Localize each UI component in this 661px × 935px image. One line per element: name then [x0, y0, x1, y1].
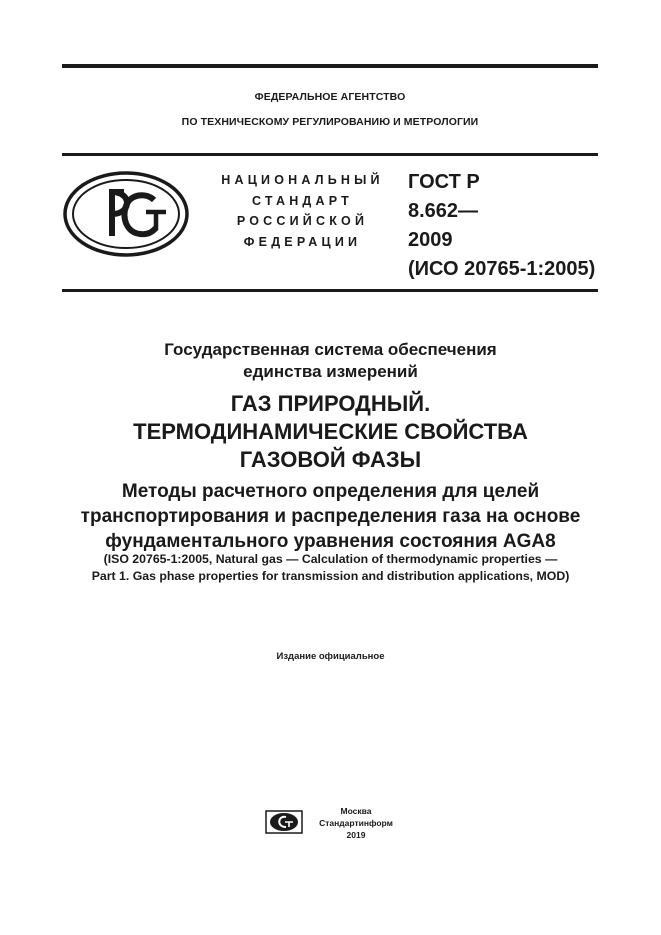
- agency-line-2: ПО ТЕХНИЧЕСКОМУ РЕГУЛИРОВАНИЮ И МЕТРОЛОГИИ: [181, 116, 479, 128]
- agency-line-1: ФЕДЕРАЛЬНОЕ АГЕНТСТВО: [254, 91, 406, 103]
- publisher-year: 2019: [346, 830, 366, 840]
- subtitle-line-1: Методы расчетного определения для целей: [121, 481, 540, 502]
- main-title-line-3: ГАЗОВОЙ ФАЗЫ: [239, 447, 422, 472]
- publisher-info: [300, 805, 412, 841]
- designation-line-3: 2009: [408, 229, 453, 251]
- series-title: [40, 339, 621, 383]
- standard-designation: [408, 168, 595, 284]
- subtitle-line-3: фундаментального уравнения состояния AGA8: [105, 531, 556, 552]
- title-rule: [62, 289, 598, 292]
- publisher-name: Стандартинформ: [319, 818, 393, 828]
- publisher-city: Москва: [340, 806, 372, 816]
- subtitle-line-2: транспортирования и распределения газа на основе: [80, 506, 581, 527]
- header-rule: [62, 153, 598, 156]
- designation-line-1: ГОСТ Р: [408, 171, 480, 193]
- iso-reference-line-1: (ISO 20765-1:2005, Natural gas — Calculation of thermodynamic properties —: [103, 552, 558, 566]
- iso-reference: [40, 551, 621, 585]
- national-standard-line-1: НАЦИОНАЛЬНЫЙ: [221, 173, 384, 187]
- designation-line-4: (ИСО 20765-1:2005): [408, 258, 596, 280]
- designation-line-2: 8.662—: [408, 200, 479, 222]
- standartinform-logo: [265, 810, 303, 834]
- series-title-line-1: Государственная система обеспечения: [164, 340, 497, 359]
- subtitle: [40, 479, 621, 554]
- main-title: [40, 390, 621, 474]
- edition-label: Издание официальное: [276, 651, 385, 662]
- main-title-line-2: ТЕРМОДИНАМИЧЕСКИЕ СВОЙСТВА: [133, 419, 528, 444]
- series-title-line-2: единства измерений: [243, 362, 418, 381]
- national-standard-line-4: ФЕДЕРАЦИИ: [243, 234, 362, 249]
- national-standard-line-3: РОССИЙСКОЙ: [236, 214, 369, 228]
- national-standard-line-2: СТАНДАРТ: [252, 193, 353, 208]
- national-standard-label: [205, 170, 400, 252]
- main-title-line-1: ГАЗ ПРИРОДНЫЙ.: [230, 391, 431, 416]
- top-rule: [62, 64, 598, 68]
- iso-reference-line-2: Part 1. Gas phase properties for transmission and distribution applications, MOD): [91, 569, 570, 583]
- rst-certification-logo: [62, 170, 190, 258]
